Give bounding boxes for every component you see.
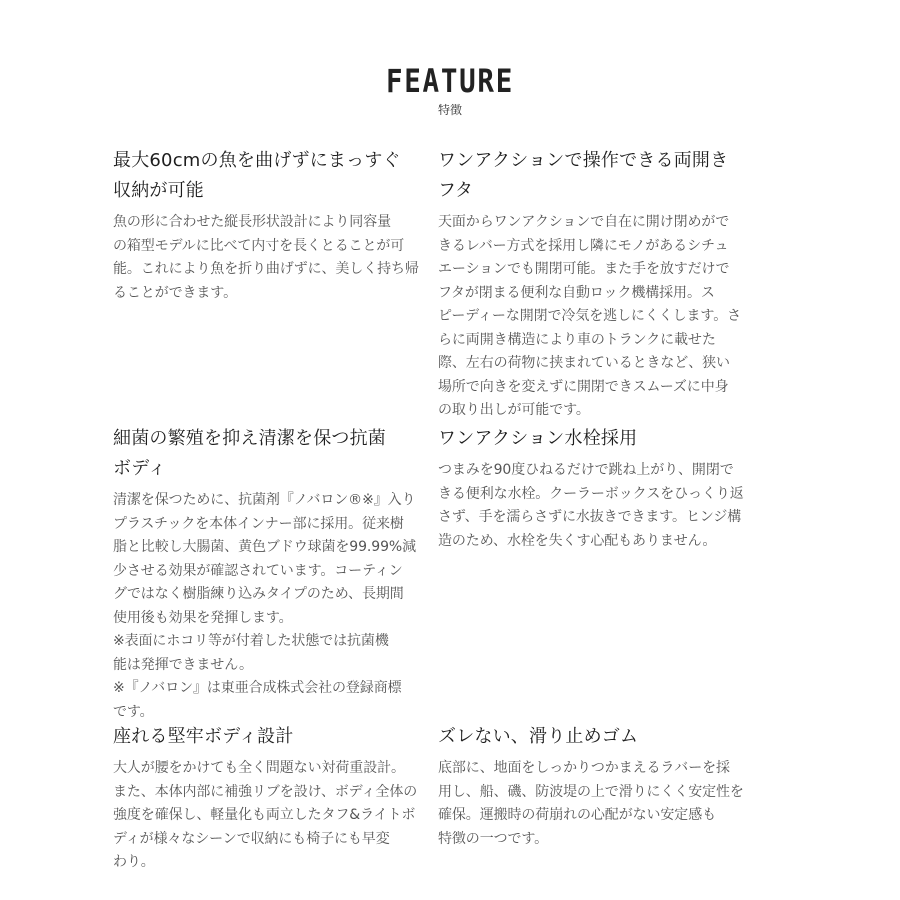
feature-item-drain-plug [438,424,756,553]
feature-description: 底部に、地面をしっかりつかまえるラバーを採 用し、船、磯、防波堤の上で滑りにくく安定性を 確保。運搬時の荷崩れの心配がない安定感も 特徴の一つです。 [438,760,744,847]
section-header [0,62,900,118]
feature-description: 天面からワンアクションで自在に開け閉めがで きるレバー方式を採用し隣にモノがあるシチュ エーションでも開閉可能。また手を放すだけで フタが閉まる便利な自動ロック機構採用。ス ピーディーな開閉で冷気を逃しにくくします。さ らに両開き構造により車のトランクに載せた 際、左右の荷物に挟まれているときなど、狭い 場所で向きを変えずに開閉できスムーズに中身 の取り出しが可能です。 [438,214,741,418]
feature-description: 魚の形に合わせた縦長形状設計により同容量 の箱型モデルに比べて内寸を長くとることが可 能。これにより魚を折り曲げずに、美しく持ち帰 ることができます。 [113,214,419,301]
feature-item-anti-slip [438,722,756,851]
section-title: FEATURE [385,62,515,100]
feature-title: ワンアクションで操作できる両開き フタ [438,150,729,201]
feature-description: 大人が腰をかけても全く問題ない対荷重設計。 また、本体内部に補強リブを設け、ボディ全体の 強度を確保し、軽量化も両立したタフ&ライトボ ディが様々なシーンで収納にも椅子にも早変 わり。 [113,760,418,870]
feature-item-sturdy-body [113,722,431,875]
feature-title: 細菌の繁殖を抑え清潔を保つ抗菌 ボディ [113,428,386,479]
feature-title: ズレない、滑り止めゴム [438,726,639,747]
feature-description: 清潔を保つために、抗菌剤『ノバロン®※』入り プラスチックを本体インナー部に採用。従来樹 脂と比較し大腸菌、黄色ブドウ球菌を99.99%減 少させる効果が確認されています。コーティン グではなく樹脂練り込みタイプのため、長期間 使用後も効果を発揮します。 ※表面にホコリ等が付着した状態では抗菌機 能は発揮できません。 ※『ノバロン』は東亜合成株式会社の登録商標 です。 [113,492,416,720]
feature-item-antibacterial [113,424,431,724]
feature-description: つまみを90度ひねるだけで跳ね上がり、開閉で きる便利な水栓。クーラーボックスをひっくり返 さず、手を濡らさずに水抜きできます。ヒンジ構 造のため、水栓を失くす心配もありません。 [438,462,744,549]
feature-item-double-lid [438,146,756,423]
section-subtitle: 特徴 [437,103,462,117]
feature-item-fish-length [113,146,431,305]
feature-title: ワンアクション水栓採用 [438,428,638,449]
feature-title: 最大60cmの魚を曲げずにまっすぐ 収納が可能 [113,150,401,201]
feature-title: 座れる堅牢ボディ設計 [113,726,294,747]
